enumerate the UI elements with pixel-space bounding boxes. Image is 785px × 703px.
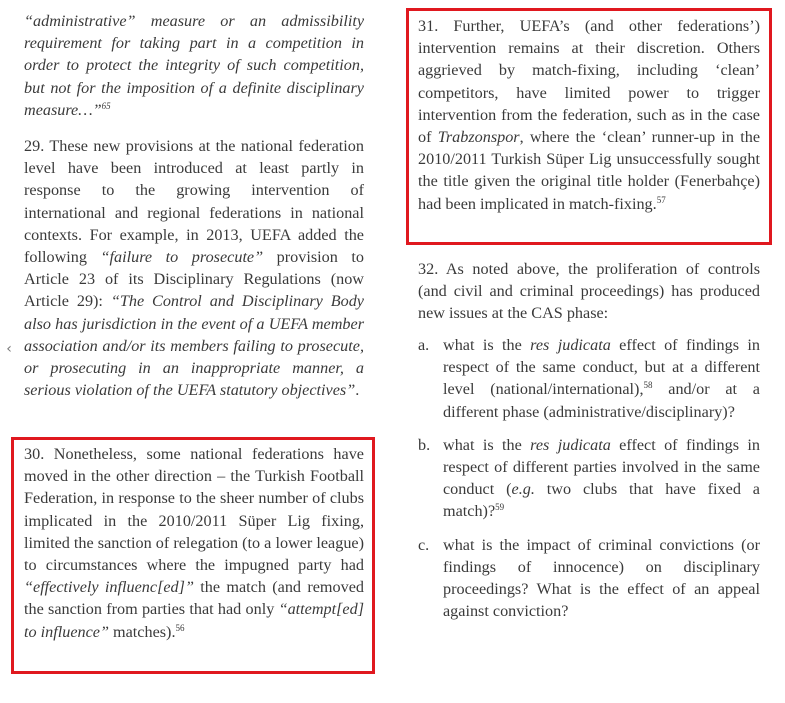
para30-text-mid: the match (and removed the sanction from parties that had only (24, 578, 364, 619)
para31-text: 31. Further, UEFA’s (and other federations’) intervention remains at their discretion. Others aggrieved by match-fixing, including ‘clean’ competitors, have limited power to trigger intervention from the federation, such as in the case of (418, 17, 760, 147)
para32-list (418, 334, 760, 622)
item-a-text-after: effect of findings in respect of the same conduct, but at a different level (national/international), (443, 336, 760, 399)
item-a-text: what is the (443, 336, 531, 354)
item-a-text-end: and/or at a different phase (administrative/disciplinary)? (443, 380, 760, 421)
para29-text-after: provision to Article 23 of its Disciplinary Regulations (now Article 29): (24, 248, 364, 311)
para29-quote: “The Control and Disciplinary Body also has jurisdiction in the event of a UEFA member association and/or its members failing to prosecute, or prosecuting in an inappropriate manner, a serious violation of the UEFA statutory objectives” (24, 292, 364, 400)
para29-end: . (355, 381, 360, 400)
footnote-57[interactable]: 57 (656, 194, 666, 205)
item-b-text-after: effect of findings in respect of different parties involved in the same conduct ( (443, 435, 760, 499)
para29-italic-term: “failure to prosecute” (100, 248, 264, 267)
item-b-italic: res judicata (530, 435, 611, 454)
paragraph-29 (24, 135, 364, 401)
list-item-c (418, 534, 760, 623)
item-b-text: what is the (443, 435, 531, 454)
paragraph-31 (418, 15, 760, 215)
footnote-56[interactable]: 56 (175, 622, 185, 633)
footnote-59[interactable]: 59 (495, 502, 505, 513)
para30-italic-b: “attempt[ed] to influence” (24, 600, 364, 641)
paragraph-32-intro: 32. As noted above, the proliferation of controls (and civil and criminal proceedings) has produced new issues at the CAS phase: (418, 260, 760, 323)
para30-text: 30. Nonetheless, some national federations have moved in the other direction – the Turkish Football Federation, in response to the sheer number of clubs implicated in the 2010/2011 Süper Lig fixing, limited the sanction of relegation (to a lower league) to circumstances where the impugned party had (24, 445, 364, 575)
para30-end: matches). (108, 622, 176, 641)
item-c-text: what is the impact of criminal convictions (or findings of innocence) on disciplinary proceedings? What is the effect of an appeal against conviction? (443, 535, 760, 621)
footnote-65[interactable]: 65 (101, 100, 111, 111)
item-b-text-end: two clubs that have fixed a match)? (443, 480, 760, 521)
list-marker-c: c. (418, 535, 430, 554)
footnote-58[interactable]: 58 (643, 380, 653, 391)
para31-text-after: , where the ‘clean’ runner-up in the 2010/2011 Turkish Süper Lig unsuccessfully sought the title given the original title holder (Fenerbahçe) had been implicated in match-fixing. (418, 128, 761, 213)
previous-page-arrow-icon[interactable]: ‹ (6, 341, 12, 357)
item-a-italic: res judicata (530, 336, 611, 354)
para29-text: 29. These new provisions at the national federation level have been introduced at least partly in response to the growing intervention of international and regional federations in national contexts. For example, in 2013, UEFA added the following (24, 137, 364, 267)
list-marker-a: a. (418, 336, 430, 354)
list-item-b (418, 434, 760, 523)
quote-continuation-text: “administrative” measure or an admissibility requirement for taking part in a competition in order to protect the integrity of such competition, but not for the imposition of a definite disciplinary measure…” (24, 12, 364, 119)
para31-case-name: Trabzonspor (437, 128, 520, 147)
paragraph-30 (24, 443, 364, 643)
list-item-a (418, 334, 760, 423)
quote-continuation (24, 10, 364, 121)
list-marker-b: b. (418, 435, 431, 454)
item-b-eg: e.g. (511, 480, 535, 499)
para30-italic-a: “effectively influenc[ed]” (24, 578, 194, 597)
